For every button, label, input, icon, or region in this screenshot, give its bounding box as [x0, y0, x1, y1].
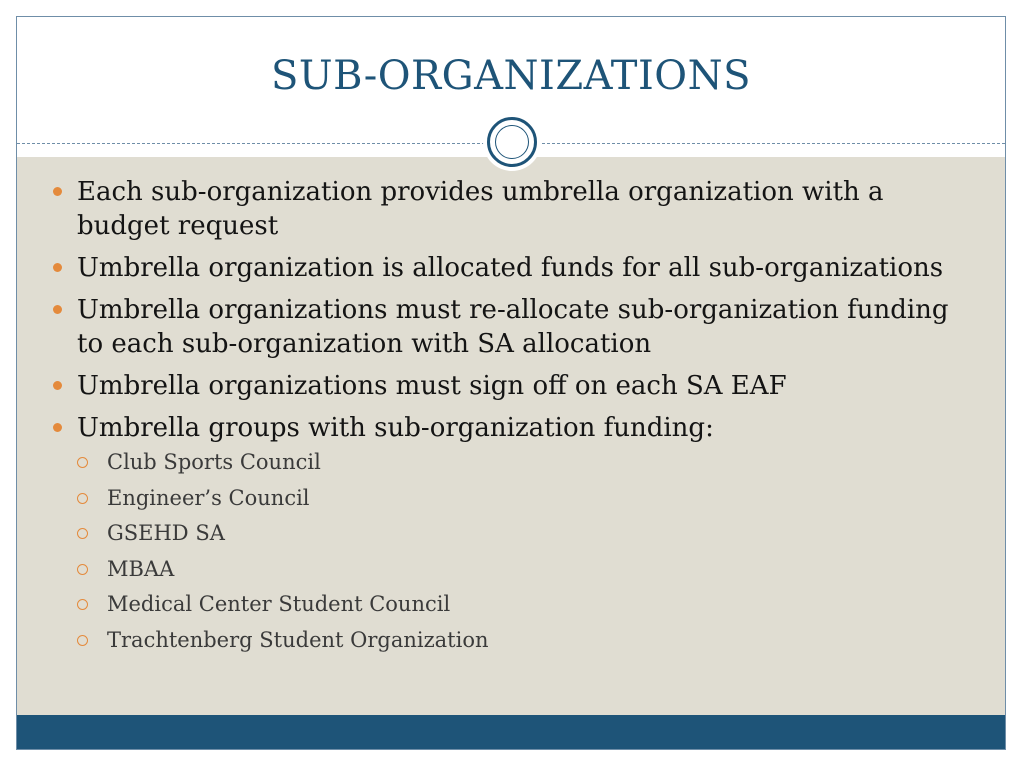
- sub-item-text: Medical Center Student Council: [107, 592, 451, 616]
- bullet-text: Each sub-organization provides umbrella organization with a budget request: [77, 177, 884, 241]
- double-ring-icon: [487, 117, 537, 167]
- hollow-circle-icon: [77, 493, 88, 504]
- sub-organization-list: [77, 445, 979, 658]
- sub-item-text: Trachtenberg Student Organization: [107, 627, 489, 652]
- hollow-circle-icon: [77, 564, 88, 575]
- sub-item: [77, 552, 979, 588]
- sub-item: [77, 445, 979, 481]
- hollow-circle-icon: [77, 635, 88, 646]
- bullet-text: Umbrella organizations must re-allocate sub-organization funding to each sub-organization with SA allocation: [77, 295, 949, 359]
- hollow-circle-icon: [77, 599, 88, 610]
- bullet-text: Umbrella groups with sub-organization funding:: [77, 413, 714, 443]
- bullet-text: Umbrella organization is allocated funds for all sub-organizations: [77, 253, 944, 283]
- bullet-item: [49, 251, 979, 285]
- sub-item: [77, 516, 979, 552]
- bullet-dot-icon: [53, 423, 62, 432]
- slide-title: SUB-ORGANIZATIONS: [271, 53, 751, 99]
- bullet-text: Umbrella organizations must sign off on each SA EAF: [77, 371, 787, 401]
- bullet-item: [49, 411, 979, 658]
- slide: [16, 16, 1006, 750]
- bullet-dot-icon: [53, 263, 62, 272]
- sub-item: [77, 623, 979, 659]
- bullet-dot-icon: [53, 381, 62, 390]
- hollow-circle-icon: [77, 457, 88, 468]
- sub-item-text: Engineer’s Council: [107, 485, 310, 510]
- hollow-circle-icon: [77, 528, 88, 539]
- bullet-list: [49, 175, 979, 666]
- sub-item-text: Club Sports Council: [107, 450, 321, 474]
- sub-item-text: GSEHD SA: [107, 521, 225, 545]
- sub-item-text: MBAA: [107, 556, 175, 581]
- sub-item: [77, 481, 979, 517]
- bullet-item: [49, 293, 979, 361]
- inner-ring: [495, 125, 529, 159]
- bullet-item: [49, 369, 979, 403]
- bullet-item: [49, 175, 979, 243]
- footer-bar: [17, 715, 1005, 749]
- bullet-dot-icon: [53, 305, 62, 314]
- sub-item: [77, 587, 979, 623]
- bullet-dot-icon: [53, 187, 62, 196]
